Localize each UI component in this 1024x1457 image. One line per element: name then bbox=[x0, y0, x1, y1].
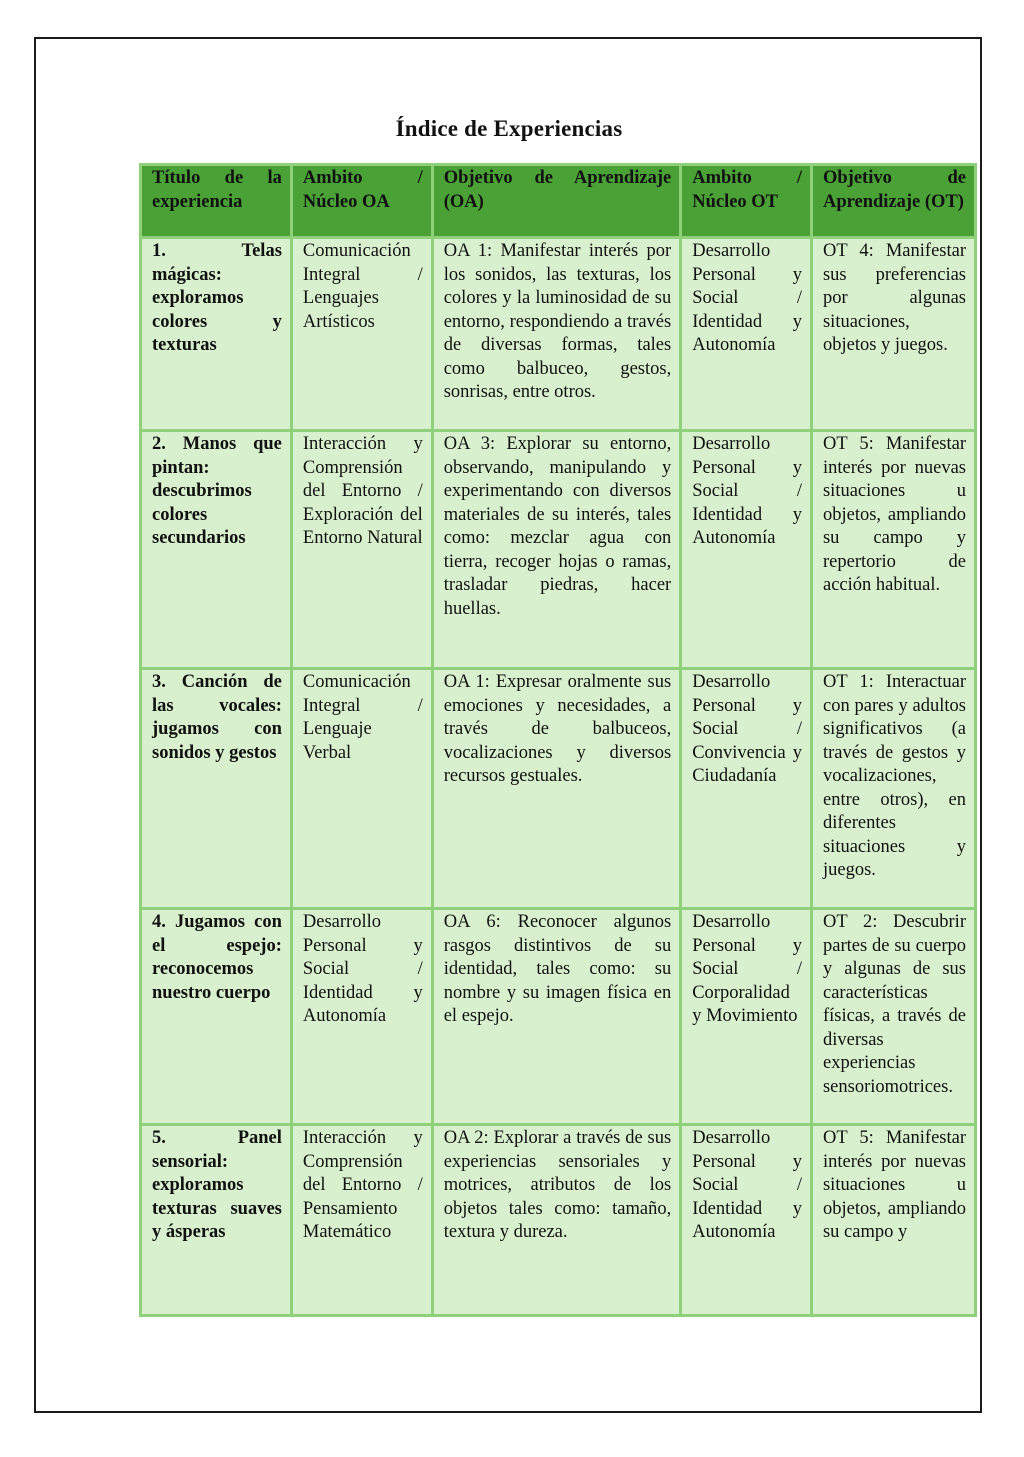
header-objetivo-oa: Objetivo de Aprendizaje (OA) bbox=[432, 165, 680, 238]
ot-cell: OT 5: Manifestar interés por nuevas situaciones u objetos, ampliando su campo y bbox=[811, 1125, 975, 1316]
ot-cell: OT 5: Manifestar interés por nuevas situaciones u objetos, ampliando su campo y repertorio de acción habitual. bbox=[811, 431, 975, 669]
experience-title: 4. Jugamos con el espejo: reconocemos nuestro cuerpo bbox=[141, 909, 292, 1125]
ambito-ot-cell: Desarrollo Personal y Social / Identidad y Autonomía bbox=[681, 1125, 812, 1316]
experience-title: 5. Panel sensorial: exploramos texturas suaves y ásperas bbox=[141, 1125, 292, 1316]
experience-title: 1. Telas mágicas: exploramos colores y texturas bbox=[141, 238, 292, 431]
ambito-ot-cell: Desarrollo Personal y Social / Identidad y Autonomía bbox=[681, 431, 812, 669]
oa-cell: OA 1: Expresar oralmente sus emociones y necesidades, a través de balbuceos, vocalizaciones y diversos recursos gestuales. bbox=[432, 669, 680, 909]
experiences-table bbox=[139, 163, 977, 1317]
header-ambito-ot: Ambito / Núcleo OT bbox=[681, 165, 812, 238]
experience-title: 2. Manos que pintan: descubrimos colores secundarios bbox=[141, 431, 292, 669]
ot-cell: OT 4: Manifestar sus preferencias por algunas situaciones, objetos y juegos. bbox=[811, 238, 975, 431]
table-header-row bbox=[141, 165, 976, 238]
table-row bbox=[141, 909, 976, 1125]
page-title: Índice de Experiencias bbox=[395, 116, 623, 141]
ambito-oa-cell: Comunicación Integral / Lenguajes Artísticos bbox=[291, 238, 432, 431]
table-row bbox=[141, 431, 976, 669]
ambito-ot-cell: Desarrollo Personal y Social / Corporalidad y Movimiento bbox=[681, 909, 812, 1125]
table-row bbox=[141, 1125, 976, 1316]
oa-cell: OA 1: Manifestar interés por los sonidos, las texturas, los colores y la luminosidad de su entorno, respondiendo a través de diversas formas, tales como balbuceo, gestos, sonrisas, entre otros. bbox=[432, 238, 680, 431]
ambito-oa-cell: Comunicación Integral / Lenguaje Verbal bbox=[291, 669, 432, 909]
ambito-ot-cell: Desarrollo Personal y Social / Identidad y Autonomía bbox=[681, 238, 812, 431]
ot-cell: OT 2: Descubrir partes de su cuerpo y algunas de sus características físicas, a través de diversas experiencias sensoriomotrices. bbox=[811, 909, 975, 1125]
table-row bbox=[141, 669, 976, 909]
oa-cell: OA 6: Reconocer algunos rasgos distintivos de su identidad, tales como: su nombre y su imagen física en el espejo. bbox=[432, 909, 680, 1125]
ambito-ot-cell: Desarrollo Personal y Social / Convivencia y Ciudadanía bbox=[681, 669, 812, 909]
header-objetivo-ot: Objetivo de Aprendizaje (OT) bbox=[811, 165, 975, 238]
ambito-oa-cell: Interacción y Comprensión del Entorno / Pensamiento Matemático bbox=[291, 1125, 432, 1316]
header-titulo: Título de la experiencia bbox=[141, 165, 292, 238]
experience-title: 3. Canción de las vocales: jugamos con sonidos y gestos bbox=[141, 669, 292, 909]
header-ambito-oa: Ambito / Núcleo OA bbox=[291, 165, 432, 238]
oa-cell: OA 2: Explorar a través de sus experiencias sensoriales y motrices, atributos de los objetos tales como: tamaño, textura y dureza. bbox=[432, 1125, 680, 1316]
ot-cell: OT 1: Interactuar con pares y adultos significativos (a través de gestos y vocalizaciones, entre otros), en diferentes situaciones y juegos. bbox=[811, 669, 975, 909]
ambito-oa-cell: Interacción y Comprensión del Entorno / Exploración del Entorno Natural bbox=[291, 431, 432, 669]
ambito-oa-cell: Desarrollo Personal y Social / Identidad y Autonomía bbox=[291, 909, 432, 1125]
table-row bbox=[141, 238, 976, 431]
oa-cell: OA 3: Explorar su entorno, observando, manipulando y experimentando con diversos materiales de su interés, tales como: mezclar agua con tierra, recoger hojas o ramas, trasladar piedras, hacer huellas. bbox=[432, 431, 680, 669]
